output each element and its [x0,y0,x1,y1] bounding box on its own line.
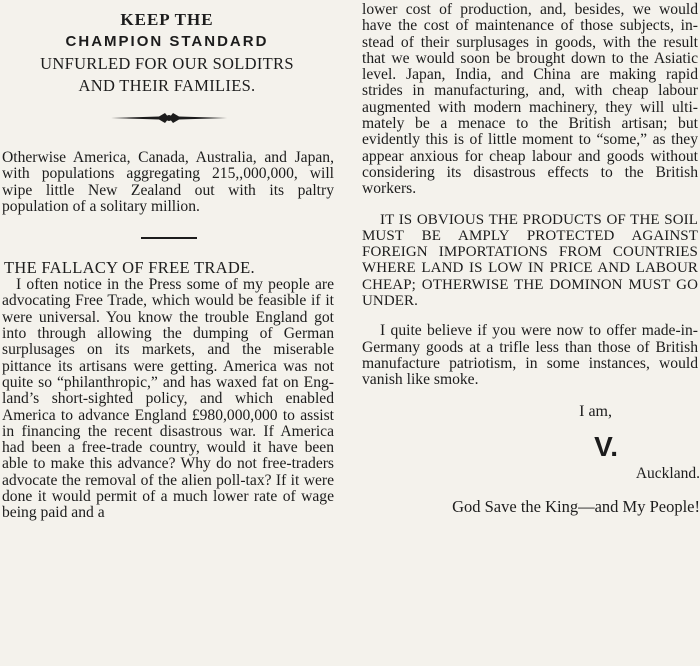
headline [0,10,338,96]
right-column [362,0,700,666]
closing-line: God Save the King—and My People! [452,496,700,516]
headline-line-2: CHAMPION STANDARD [65,33,269,50]
sign-off: I am, [579,402,612,420]
place-name: Auckland. [635,464,700,482]
headline-line-4: AND THEIR FAMILIES. [78,76,256,95]
body-paragraph: I often notice in the Press some of my people are advocating Free Trade, which would be feasible if it were universal. You know the trouble England got into through allowing the dumping of German surplusages on its markets, and the miserable pittance its artisans were getting. America was not quite so “philanthropic,” and has waxed fat on England’s short-sighted policy, and which enabled America to advance England £980,000,000 to assist in financing the recent disastrous war. If America had been a free-trade country, would it have been able to make this advance? Why do not free-traders advocate the removal of the alien poll-tax? If it were done it would permit of a much lower rate of wage being paid and a [2,276,334,522]
continuation-paragraph: lower cost of production, and, besides, we would have the cost of maintenance of those subjects, instead of their surplusages in goods, with the result that we would soon be brought down to the Asiatic level. Japan, India, and China are making rapid strides in manufacturing, and, with cheap labour augmented with modern machinery, they will ultimately be a menace to the British artisan; but evidently this is of little moment to “some,” as they appear anxious for cheap labour and goods without considering its disastrous effects to the British workers. [362,1,698,198]
ornament-divider-icon [109,110,229,126]
headline-line-3: UNFURLED FOR OUR SOLDITRS [40,54,294,73]
belief-paragraph: I quite believe if you were now to offer made-in-Germany goods at a trifle less than those of British manufacture patriotism, in some instances, would vanish like smoke. [362,322,698,389]
section-title: THE FALLACY OF FREE TRADE. [4,258,255,278]
emphasis-paragraph: IT IS OBVIOUS THE PRODUCTS OF THE SOIL MUST BE AMPLY PROTECTED AGAINST FOREIGN IMPORTATIONS FROM COUNTRIES WHERE LAND IS LOW IN PRICE AND LABOUR CHEAP; OTHERWISE THE DOMINON MUST GO UNDER. [362,211,698,310]
left-column [0,0,338,666]
signature: V. [594,430,618,462]
intro-paragraph: Otherwise America, Canada, Australia, and Japan, with populations aggregating 215,,000,000, will wipe little New Zealand out with its paltry population of a solitary million. [2,149,334,215]
section-divider [141,237,197,239]
headline-line-1: KEEP THE [120,10,214,29]
